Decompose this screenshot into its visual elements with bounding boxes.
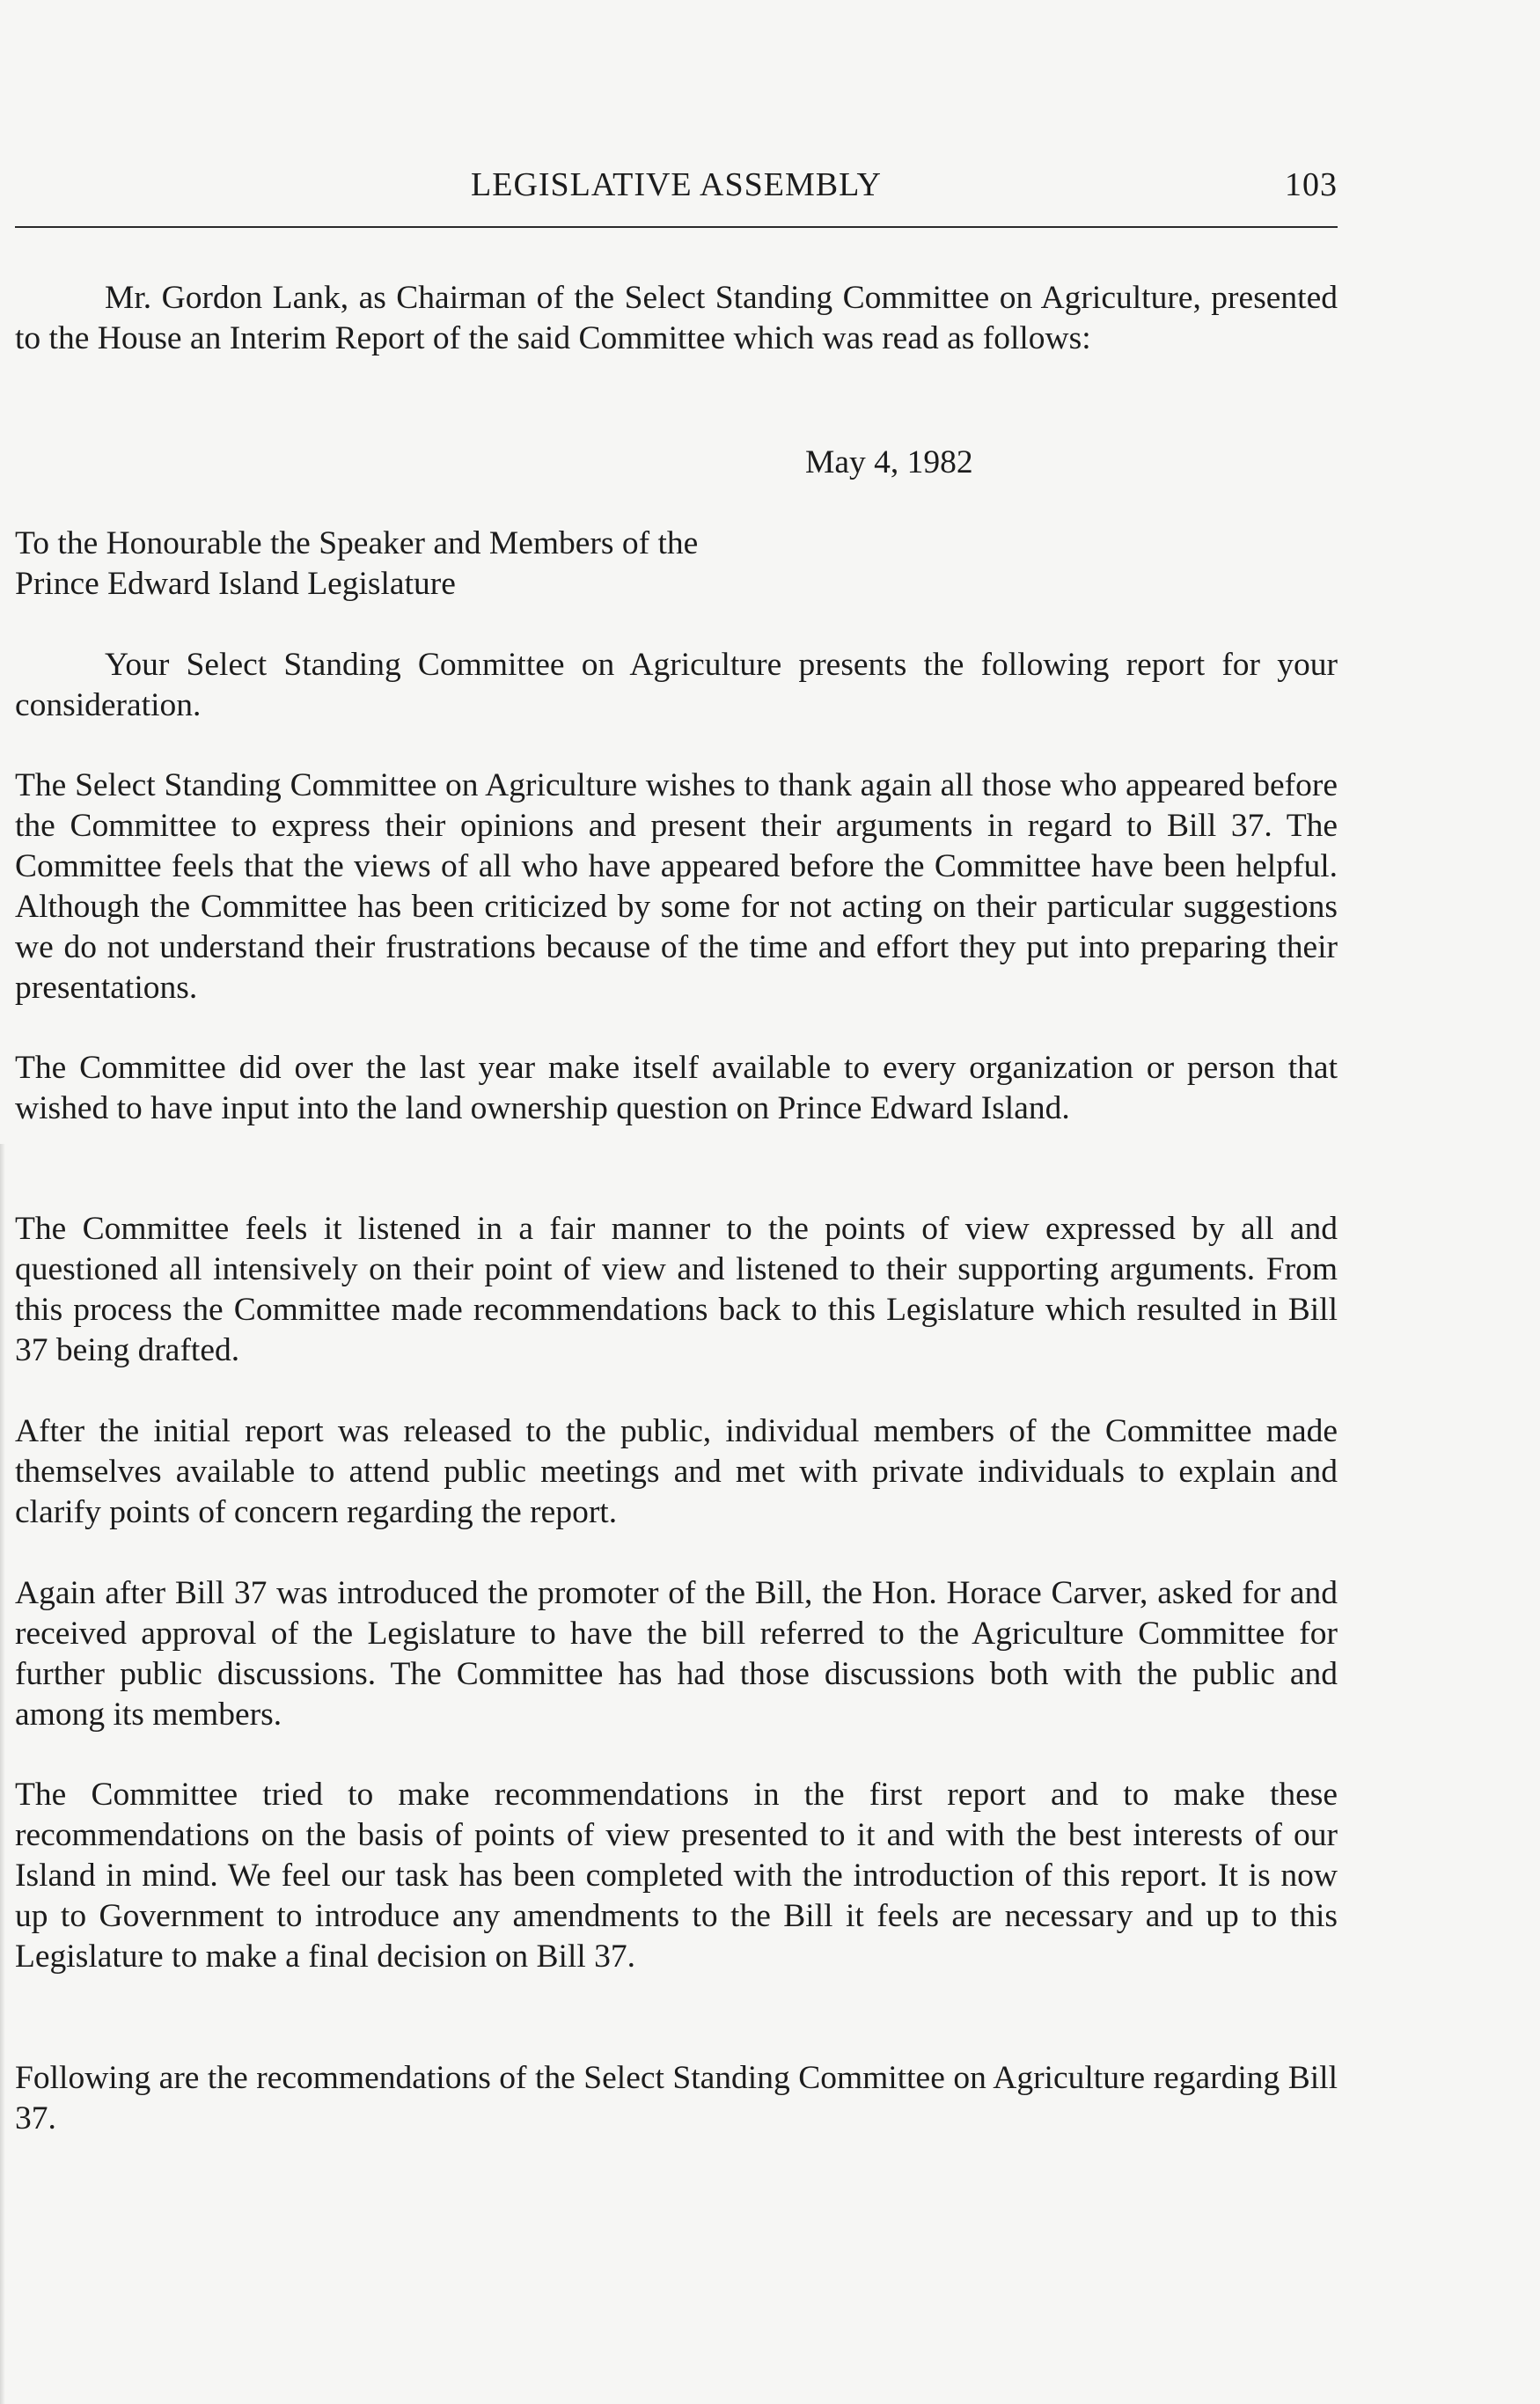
body-paragraph-2: The Committee did over the last year make itself available to every organization or person that wished to have input into the land ownership question on Prince Edward Island. xyxy=(15,1050,1338,1126)
page-number: 103 xyxy=(1285,166,1338,203)
intro-paragraph: Mr. Gordon Lank, as Chairman of the Select Standing Committee on Agriculture, presented to the House an Interim Report of the said Committee which was read as follows: xyxy=(15,280,1338,356)
header-rule xyxy=(15,226,1338,228)
body-paragraph-5: Again after Bill 37 was introduced the promoter of the Bill, the Hon. Horace Carver, asked for and received approval of the Legislature to have the bill referred to the Agriculture Committee for further public discussions. The Committee has had those discussions both with the public and among its members. xyxy=(15,1575,1338,1733)
address-line-1: To the Honourable the Speaker and Members of the xyxy=(15,525,699,561)
body-paragraph-4: After the initial report was released to the public, individual members of the Committee made themselves available to attend public meetings and met with private individuals to explain and clarify points of concern regarding the report. xyxy=(15,1413,1338,1530)
body-paragraph-1: The Select Standing Committee on Agriculture wishes to thank again all those who appeared before the Committee to express their opinions and present their arguments in regard to Bill 37. The Committee feels that the views of all who have appeared before the Committee have been helpful. Although the Committee has been criticized by some for not acting on their particular suggestions we do not understand their frustrations because of the time and effort they put into preparing their presentations. xyxy=(15,767,1338,1006)
page-header-title: LEGISLATIVE ASSEMBLY xyxy=(471,166,882,203)
report-date: May 4, 1982 xyxy=(805,444,973,480)
address-line-2: Prince Edward Island Legislature xyxy=(15,566,456,602)
page-edge-shadow xyxy=(0,1144,5,2404)
page-header xyxy=(15,165,1338,209)
body-paragraph-7: Following are the recommendations of the Select Standing Committee on Agriculture regarding Bill 37. xyxy=(15,2060,1338,2136)
body-paragraph-3: The Committee feels it listened in a fair manner to the points of view expressed by all and questioned all intensively on their point of view and listened to their supporting arguments. From this process the Committee made recommendations back to this Legislature which resulted in Bill 37 being drafted. xyxy=(15,1211,1338,1368)
opening-paragraph: Your Select Standing Committee on Agriculture presents the following report for your consideration. xyxy=(15,647,1338,723)
body-paragraph-6: The Committee tried to make recommendations in the first report and to make these recommendations on the basis of points of view presented to it and with the best interests of our Island in mind. We feel our task has been completed with the introduction of this report. It is now up to Government to introduce any amendments to the Bill it feels are necessary and up to this Legislature to make a final decision on Bill 37. xyxy=(15,1777,1338,1975)
address-block xyxy=(15,524,698,605)
